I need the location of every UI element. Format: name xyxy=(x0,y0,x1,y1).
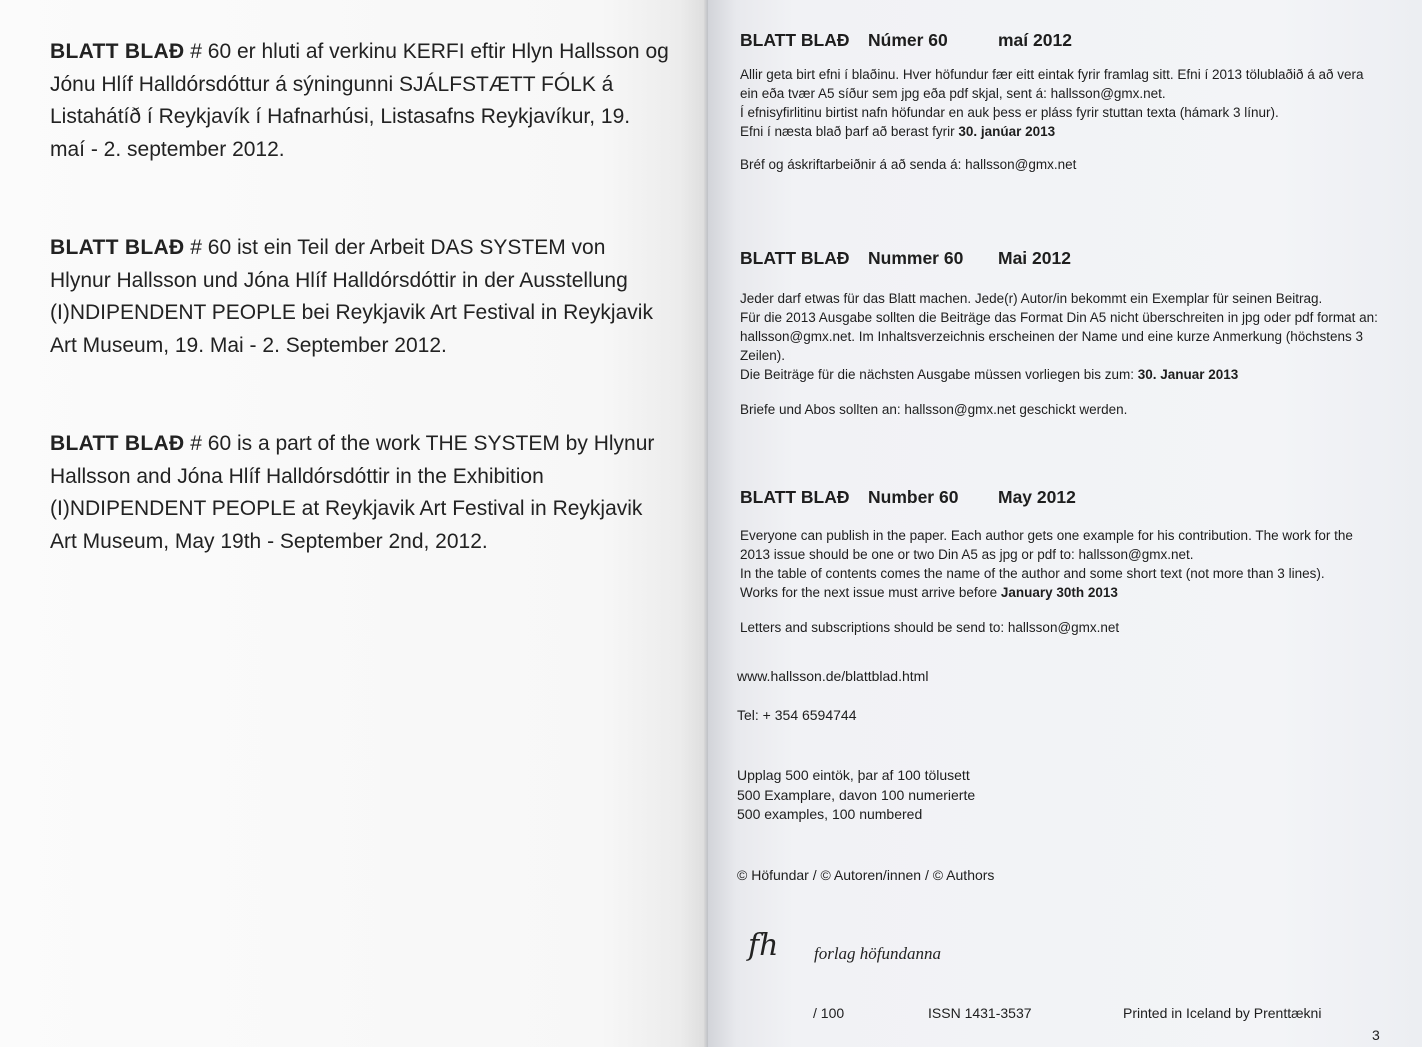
edition-line: 500 Examplare, davon 100 numerierte xyxy=(737,786,976,803)
section-english xyxy=(740,487,1380,637)
paragraph: Everyone can publish in the paper. Each author gets one example for his contribution. The work for the 2013 issue should be one or two Din A5 as jpg or pdf to: hallsson@gmx.net. xyxy=(740,528,1353,562)
block-title: BLATT BLAÐ xyxy=(50,40,185,63)
deadline xyxy=(740,365,1380,384)
paragraph: Für die 2013 Ausgabe sollten die Beiträge das Format Din A5 nicht überschreiten in jpg oder pdf format an: hallsson@gmx.net. Im Inhaltsverzeichnis erscheinen der Name und eine kurze Anmerkung (höchstens 3 Zeilen). xyxy=(740,310,1378,363)
deadline xyxy=(740,583,1380,602)
heading-number: Númer 60 xyxy=(868,30,948,50)
paragraph: Jeder darf etwas für das Blatt machen. Jede(r) Autor/in bekommt ein Exemplar für seinen Beitrag. xyxy=(740,291,1323,306)
deadline-text: Works for the next issue must arrive before xyxy=(740,585,1001,600)
deadline xyxy=(740,122,1380,141)
heading-title: BLATT BLAÐ xyxy=(740,30,850,50)
heading-date: Mai 2012 xyxy=(998,248,1071,268)
letters-line: Letters and subscriptions should be send to: hallsson@gmx.net xyxy=(740,620,1120,635)
edition-line: Upplag 500 eintök, þar af 100 tölusett xyxy=(737,767,970,783)
block-text: # 60 ist ein Teil der Arbeit DAS SYSTEM von Hlynur Hallsson und Jóna Hlíf Halldórsdóttir in der Ausstellung (I)NDIPENDENT PEOPLE bei Reykjavik Art Festival in Reykjavik Art Museum, 19. Mai - 2. September 2012. xyxy=(50,236,653,357)
left-page xyxy=(0,0,708,1047)
heading-title: BLATT BLAÐ xyxy=(740,487,850,507)
heading-date: May 2012 xyxy=(998,487,1076,507)
deadline-date: 30. janúar 2013 xyxy=(958,124,1056,139)
publisher-name: forlag höfundanna xyxy=(814,944,942,963)
heading-title: BLATT BLAÐ xyxy=(740,248,850,268)
section-heading xyxy=(740,30,1380,51)
paragraph: Allir geta birt efni í blaðinu. Hver höfundur fær eitt eintak fyrir framlag sitt. Efni í 2013 tölublaðið á að vera ein eða tvær A5 síður sem jpg eða pdf skjal, sent á: hallsson@gmx.net. xyxy=(740,67,1364,101)
letters-line: Briefe und Abos sollten an: hallsson@gmx.net geschickt werden. xyxy=(740,402,1128,417)
edition-line: 500 examples, 100 numbered xyxy=(737,806,923,822)
heading-number: Number 60 xyxy=(868,487,959,507)
intro-icelandic xyxy=(50,36,670,166)
section-heading xyxy=(740,248,1380,269)
heading-number: Nummer 60 xyxy=(868,248,964,268)
telephone: Tel: + 354 6594744 xyxy=(737,707,857,723)
deadline-date: January 30th 2013 xyxy=(1000,585,1118,600)
printer-credit: Printed in Iceland by Prenttækni xyxy=(1123,1005,1322,1021)
deadline-date: 30. Januar 2013 xyxy=(1137,367,1239,382)
paragraph: In the table of contents comes the name of the author and some short text (not more than 3 lines). xyxy=(740,566,1325,581)
block-title: BLATT BLAÐ xyxy=(50,236,185,259)
heading-date: maí 2012 xyxy=(998,30,1072,50)
publisher-logo: fh xyxy=(748,928,779,963)
paragraph: Í efnisyfirlitinu birtist nafn höfundar en auk þess er pláss fyrir stuttan texta (hámark 3 línur). xyxy=(740,105,1279,120)
copyright: © Höfundar / © Autoren/innen / © Authors xyxy=(737,867,995,883)
issn: ISSN 1431-3537 xyxy=(928,1005,1032,1021)
block-text: # 60 er hluti af verkinu KERFI eftir Hlyn Hallsson og Jónu Hlíf Halldórsdóttur á sýningunni SJÁLFSTÆTT FÓLK á Listahátíð í Reykjavík í Hafnarhúsi, Listasafns Reykjavíkur, 19. maí - 2. september 2012. xyxy=(50,40,669,161)
block-text: # 60 is a part of the work THE SYSTEM by Hlynur Hallsson and Jóna Hlíf Halldórsdóttir in the Exhibition (I)NDIPENDENT PEOPLE at Reykjavik Art Festival in Reykjavik Art Museum, May 19th - September 2nd, 2012. xyxy=(50,432,655,553)
website-url: www.hallsson.de/blattblad.html xyxy=(737,668,929,684)
deadline-text: Die Beiträge für die nächsten Ausgabe müssen vorliegen bis zum: xyxy=(740,367,1138,382)
edition-info xyxy=(737,766,975,825)
copy-number: / 100 xyxy=(813,1005,845,1021)
page-number: 3 xyxy=(1372,1027,1380,1043)
letters-line: Bréf og áskriftarbeiðnir á að senda á: hallsson@gmx.net xyxy=(740,157,1077,172)
section-icelandic xyxy=(740,30,1380,174)
block-title: BLATT BLAÐ xyxy=(50,432,185,455)
deadline-text: Efni í næsta blað þarf að berast fyrir xyxy=(740,124,959,139)
section-heading xyxy=(740,487,1380,508)
intro-english xyxy=(50,428,670,558)
section-german xyxy=(740,248,1380,419)
intro-german xyxy=(50,232,670,362)
